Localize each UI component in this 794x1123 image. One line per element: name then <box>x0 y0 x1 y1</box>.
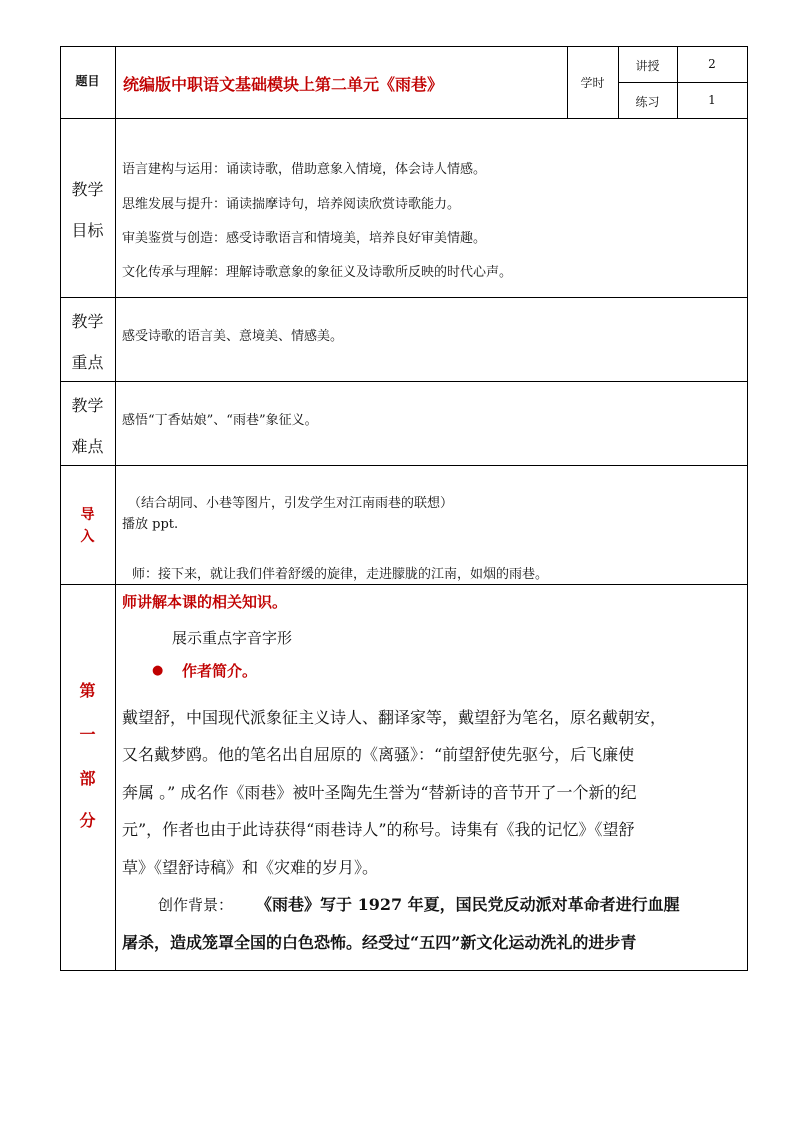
background-label: 创作背景： <box>158 896 234 914</box>
key-points-label-line2: 重点 <box>71 353 104 372</box>
intro-line: 播放 ppt. <box>122 517 179 532</box>
background-line: 《雨巷》写于 1927 年夏，国民党反动派对革命者进行血腥 <box>256 895 680 914</box>
goal-item: 审美鉴赏与创造：感受诗歌语言和情境美，培养良好审美情趣。 <box>122 231 487 246</box>
goal-item: 思维发展与提升：诵读揣摩诗句，培养阅读欣赏诗歌能力。 <box>122 197 461 212</box>
goal-item: 语言建构与运用：诵读诗歌，借助意象入情境，体会诗人情感。 <box>122 162 487 177</box>
part1-label-char: 一 <box>79 725 96 744</box>
lecture-hours-value: 2 <box>708 57 716 71</box>
goals-label-line2: 目标 <box>71 221 104 240</box>
key-points-text: 感受诗歌的语言美、意境美、情感美。 <box>122 329 344 344</box>
intro-line: 师：接下来，就让我们伴着舒缓的旋律，走进朦胧的江南，如烟的雨巷。 <box>132 567 549 582</box>
topic-label: 题目 <box>75 74 100 88</box>
background-line: 屠杀，造成笼罩全国的白色恐怖。经受过“五四”新文化运动洗礼的进步青 <box>122 933 637 952</box>
goal-item: 文化传承与理解：理解诗歌意象的象征义及诗歌所反映的时代心声。 <box>122 265 513 280</box>
row-divider <box>60 381 748 382</box>
author-para-line: 草》《望舒诗稿》和《灾难的岁月》。 <box>122 858 379 877</box>
label-column-divider <box>115 46 116 971</box>
lesson-title: 统编版中职语文基础模块上第二单元《雨巷》 <box>123 75 444 94</box>
author-intro-heading: 作者简介。 <box>182 662 258 680</box>
intro-label-line1: 导 <box>80 507 95 523</box>
difficulties-text: 感悟“丁香姑娘”、“雨巷”象征义。 <box>122 413 318 428</box>
difficulties-label-line2: 难点 <box>71 437 104 456</box>
part1-subheading: 展示重点字音字形 <box>172 629 293 647</box>
author-para-line: 奔属 。” 成名作《雨巷》被叶圣陶先生誉为“替新诗的音节开了一个新的纪 <box>122 783 637 802</box>
difficulties-label-line1: 教学 <box>71 396 104 415</box>
row-divider <box>60 465 748 466</box>
hours-divider <box>618 82 748 83</box>
row-divider <box>60 118 748 119</box>
intro-line: （结合胡同、小巷等图片，引发学生对江南雨巷的联想） <box>128 496 454 511</box>
hours-label: 学时 <box>580 76 605 90</box>
author-para-line: 又名戴梦鸥。他的笔名出自屈原的《离骚》：“前望舒使先驱兮，后飞廉使 <box>122 745 635 764</box>
intro-label-line2: 入 <box>80 529 95 545</box>
part1-heading: 师讲解本课的相关知识。 <box>122 593 288 611</box>
part1-label-char: 第 <box>79 681 96 700</box>
bullet-icon: ● <box>152 663 164 678</box>
practice-hours-value: 1 <box>708 93 716 107</box>
author-para-line: 元”，作者也由于此诗获得“雨巷诗人”的称号。诗集有《我的记忆》《望舒 <box>122 820 635 839</box>
part1-label-char: 分 <box>79 811 96 830</box>
table-border-bottom <box>60 970 748 971</box>
goals-label-line1: 教学 <box>71 180 104 199</box>
practice-label: 练习 <box>635 95 660 109</box>
part1-label-char: 部 <box>79 769 96 788</box>
lecture-label: 讲授 <box>635 59 660 73</box>
table-border-right <box>747 46 748 971</box>
key-points-label-line1: 教学 <box>71 312 104 331</box>
row-divider <box>60 297 748 298</box>
author-para-line: 戴望舒，中国现代派象征主义诗人、翻译家等，戴望舒为笔名，原名戴朝安， <box>122 708 667 727</box>
table-border-top <box>60 46 748 47</box>
